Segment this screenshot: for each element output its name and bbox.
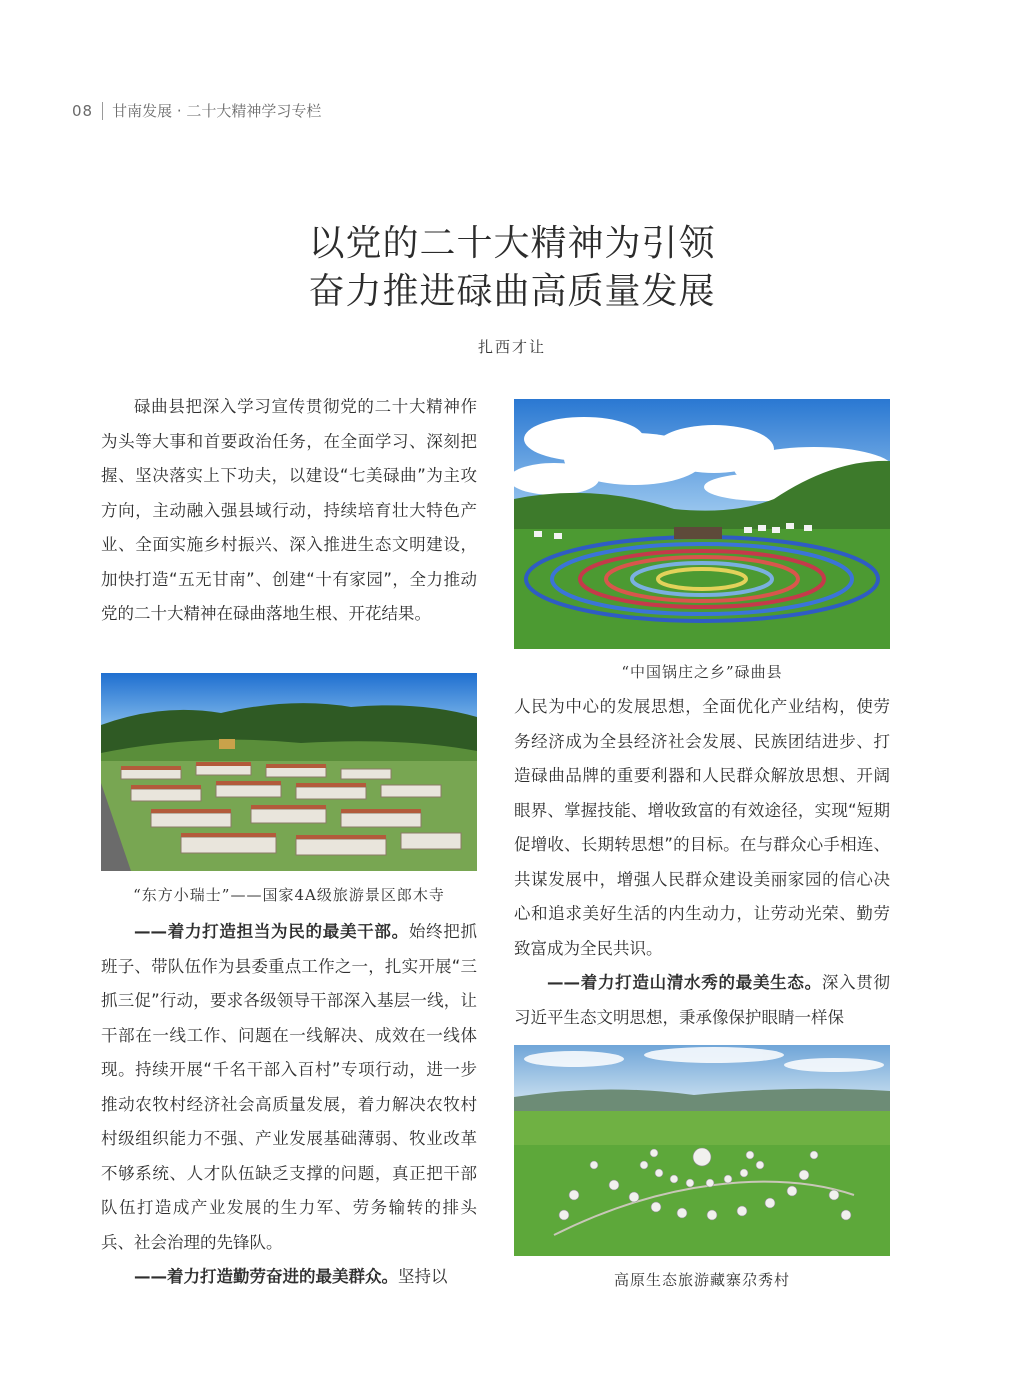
- guozhuang-photo: [514, 399, 890, 649]
- body-paragraph: [101, 915, 477, 1260]
- body-paragraph: 人民为中心的发展思想，全面优化产业结构，使劳务经济成为全县经济社会发展、民族团结进步、打造碌曲品牌的重要利器和人民群众解放思想、开阔眼界、掌握技能、增收致富的有效途径，实现“短期促增收、长期转思想”的目标。在与群众心手相连、共谋发展中，增强人民群众建设美丽家园的信心决心和追求美好生活的内生动力，让劳动光荣、勤劳致富成为全民共识。: [514, 697, 890, 958]
- left-column-top: [101, 390, 477, 632]
- title-line-1: 以党的二十大精神为引领: [308, 223, 716, 264]
- photo-caption: “中国锅庄之乡”碌曲县: [621, 663, 783, 681]
- article-title: [0, 220, 1024, 316]
- running-header: [72, 100, 321, 121]
- gaxiu-village-photo: [514, 1045, 890, 1256]
- body-paragraph: [514, 966, 890, 1035]
- photo-caption: 高原生态旅游藏寨尕秀村: [613, 1271, 790, 1289]
- section-body: 始终把抓班子、带队伍作为县委重点工作之一，扎实开展“三抓三促”行动，要求各级领导干部深入基层一线，让干部在一线工作、问题在一线解决、成效在一线体现。持续开展“千名干部入百村”专项行动，进一步推动农牧村经济社会高质量发展，着力解决农牧村村级组织能力不强、产业发展基础薄弱、牧业改革不够系统、人才队伍缺乏支撑的问题，真正把干部队伍打造成产业发展的生力军、劳务输转的排头兵、社会治理的先锋队。: [101, 922, 478, 1252]
- right-column-text: [514, 690, 890, 1035]
- langmusi-photo: [101, 673, 477, 871]
- section-lead: ——着力打造担当为民的最美干部。: [134, 922, 409, 941]
- header-divider: [102, 102, 103, 120]
- author-byline: 扎西才让: [477, 338, 546, 356]
- title-line-2: 奋力推进碌曲高质量发展: [308, 271, 716, 312]
- section-body: 坚持以: [398, 1267, 448, 1286]
- left-column-bottom: [101, 915, 477, 1295]
- section-name: 甘南发展 · 二十大精神学习专栏: [112, 102, 322, 120]
- photo-caption: “东方小瑞士”——国家4A级旅游景区郎木寺: [133, 886, 445, 904]
- section-lead: ——着力打造山清水秀的最美生态。: [547, 973, 822, 992]
- body-paragraph: [101, 1260, 477, 1295]
- section-body: 深入贯彻习近平生态文明思想，秉承像保护眼睛一样保: [514, 973, 891, 1027]
- page-number: 08: [72, 101, 94, 120]
- body-paragraph: 碌曲县把深入学习宣传贯彻党的二十大精神作为头等大事和首要政治任务，在全面学习、深刻把握、坚决落实上下功夫，以建设“七美碌曲”为主攻方向，主动融入强县域行动，持续培育壮大特色产业、全面实施乡村振兴、深入推进生态文明建设，加快打造“五无甘南”、创建“十有家园”，全力推动党的二十大精神在碌曲落地生根、开花结果。: [101, 397, 477, 623]
- section-lead: ——着力打造勤劳奋进的最美群众。: [134, 1267, 398, 1286]
